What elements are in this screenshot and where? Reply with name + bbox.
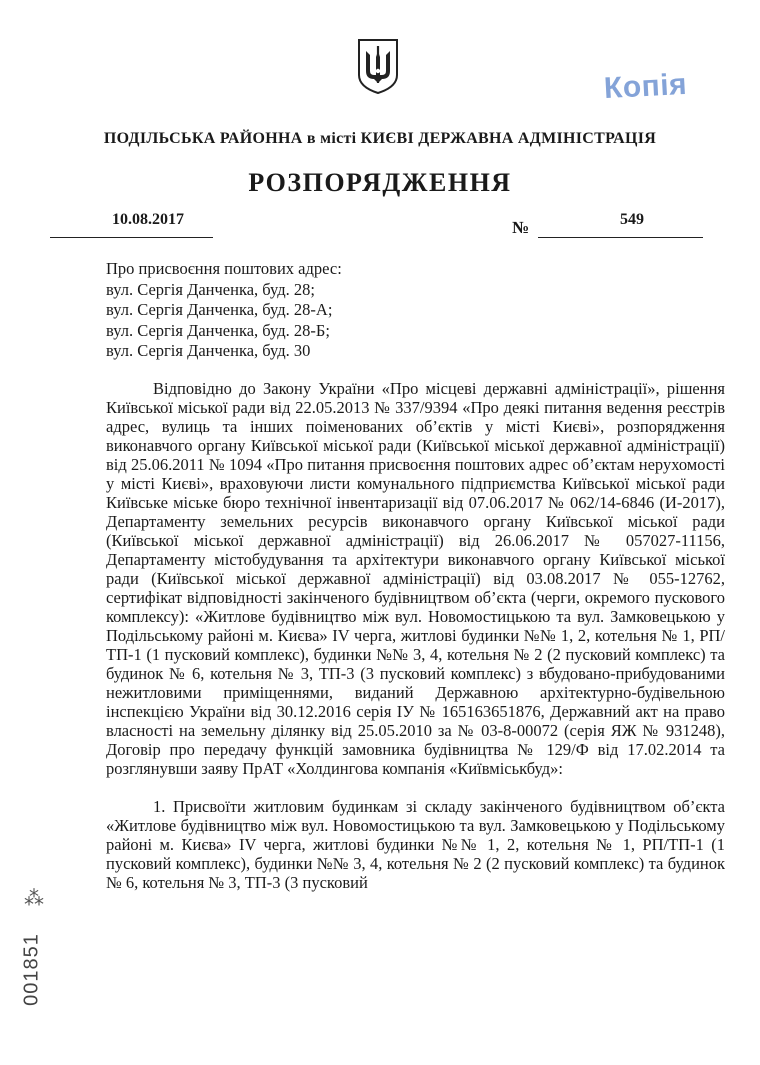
number-label: №: [512, 218, 530, 237]
asterism-icon: ⁂: [24, 886, 44, 910]
document-number: 549: [620, 211, 644, 228]
copy-stamp: Копія: [603, 67, 688, 106]
organization-name: ПОДІЛЬСЬКА РАЙОННА в місті КИЄВІ ДЕРЖАВНА АДМІНІСТРАЦІЯ: [103, 130, 657, 147]
preamble-paragraph: Відповідно до Закону України «Про місцеві державні адміністрації», рішення Київської міської ради від 22.05.2013 № 337/9394 «Про деякі питання ведення реєстрів адрес, вулиць та інших поіменованих об’єктів у місті Києві», розпорядження виконавчого органу Київської міської ради (Київської міської державної адміністрації) від 25.06.2011 № 1094 «Про питання присвоєння поштових адрес об’єктам нерухомості у місті Києві», враховуючи листи комунального підприємства Київської міської ради Київське міське бюро технічної інвентаризації від 07.06.2017 № 062/14-6846 (И-2017), Департаменту земельних ресурсів виконавчого органу Київської міської ради (Київської міської державної адміністрації) від 26.06.2017 № 057027-11156, Департаменту містобудування та архітектури виконавчого органу Київської міської ради (Київської міської державної адміністрації) від 03.08.2017 № 055-12762, сертифікат відповідності закінченого будівництвом об’єкта (черги, окремого пускового комплексу): «Житлове будівництво між вул. Новомостицькою та вул. Замковецькою у Подільському районі м. Києва» IV черга, житлові будинки №№ 1, 2, котельня № 1, РП/ТП-1 (1 пусковий комплекс), будинки №№ 3, 4, котельня № 2 (2 пусковий комплекс) та будинок № 6, котельня № 3, ТП-3 (3 пусковий комплекс) з вбудовано-прибудованими нежитловими приміщеннями, виданий Державною архітектурно-будівельною інспекцією України від 30.12.2016 серія ІУ № 165163651876, Державний акт на право власності на земельну ділянку від 25.05.2010 за № 03-8-00072 (серія ЯЖ № 931248), Договір про передачу функцій замовника будівництва № 129/Ф від 17.02.2014 та розглянувши заяву ПрАТ «Холдингова компанія «Київміськбуд»:: [106, 379, 725, 778]
subject-line: вул. Сергія Данченка, буд. 30: [106, 341, 311, 360]
subject-line: вул. Сергія Данченка, буд. 28-Б;: [106, 320, 330, 340]
document-title: РОЗПОРЯДЖЕННЯ: [248, 168, 512, 197]
subject-line: Про присвоєння поштових адрес:: [106, 259, 342, 278]
registration-mark: [18, 886, 48, 1011]
registration-number: 001851: [20, 933, 43, 1006]
clause-1-paragraph: 1. Присвоїти житловим будинкам зі складу закінченого будівництвом об’єкта «Житлове будівництво між вул. Новомостицькою та вул. Замковецькою у Подільському районі м. Києва» IV черга, житлові будинки №№ 1, 2, котельня № 1, РП/ТП-1 (1 пусковий комплекс), будинки №№ 3, 4, котельня № 2 (2 пусковий комплекс) та будинок № 6, котельня № 3, ТП-3 (3 пусковий: [106, 797, 725, 892]
document-body: [106, 379, 725, 892]
subject-block: [106, 259, 342, 362]
subject-line: вул. Сергія Данченка, буд. 28;: [106, 279, 315, 299]
subject-line: вул. Сергія Данченка, буд. 28-А;: [106, 300, 333, 319]
coat-of-arms-icon: [356, 37, 400, 95]
document-date: 10.08.2017: [112, 211, 184, 228]
